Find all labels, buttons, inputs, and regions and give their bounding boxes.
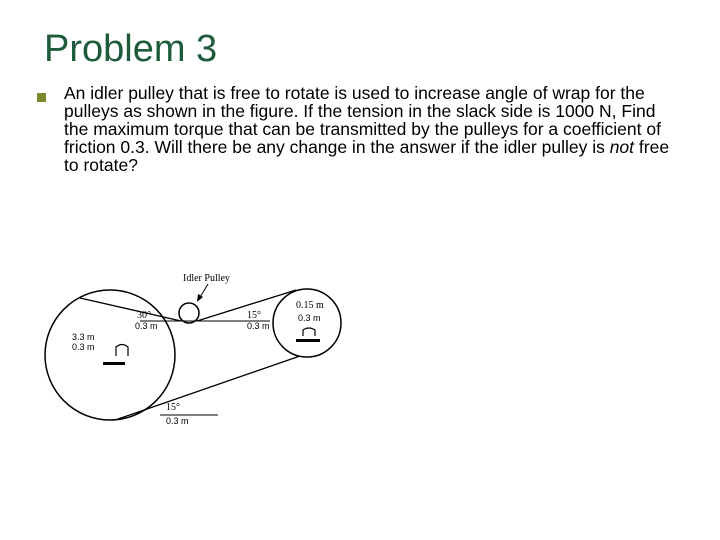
pulley-figure [0, 255, 400, 425]
small-pulley-bearing [296, 328, 320, 342]
slide-title: Problem 3 [44, 28, 218, 70]
large-pulley-bearing [103, 345, 128, 366]
large-pulley-dia-label: 3.3 m [72, 332, 95, 342]
angle-15-right-label: 15° [247, 310, 261, 321]
dist-left-upper-label: 0.3 m [135, 321, 158, 331]
belt-lower [118, 356, 300, 419]
idler-arrow-head [197, 294, 203, 302]
belt-upper-left [80, 298, 181, 321]
angle-15-bottom-label: 15° [166, 402, 180, 413]
bottom-dist-label: 0.3 m [166, 416, 189, 425]
problem-statement [64, 84, 684, 174]
angle-30-label: 30° [137, 310, 151, 321]
small-pulley-sub-label: 0.3 m [298, 313, 321, 323]
small-pulley-dia-label: 0.15 m [296, 300, 324, 311]
idler-pulley-label: Idler Pulley [183, 273, 230, 284]
idler-pulley [179, 303, 199, 323]
problem-text-emphasis: not [609, 137, 635, 157]
bullet-marker [37, 93, 46, 102]
large-pulley [45, 290, 175, 420]
dist-right-upper-label: 0.3 m [247, 321, 270, 331]
problem-text-before: An idler pulley that is free to rotate is used to increase angle of wrap for the pulleys as shown in the figure. If the tension in the slack side is 1000 N, Find the maximum torque that can be transmitted by the pulleys for a coefficient of friction 0.3. Will there be any change in the answer if the idler pulley is [64, 83, 661, 157]
large-pulley-dia-sub-label: 0.3 m [72, 342, 95, 352]
problem-text-after: free to rotate? [64, 137, 670, 175]
